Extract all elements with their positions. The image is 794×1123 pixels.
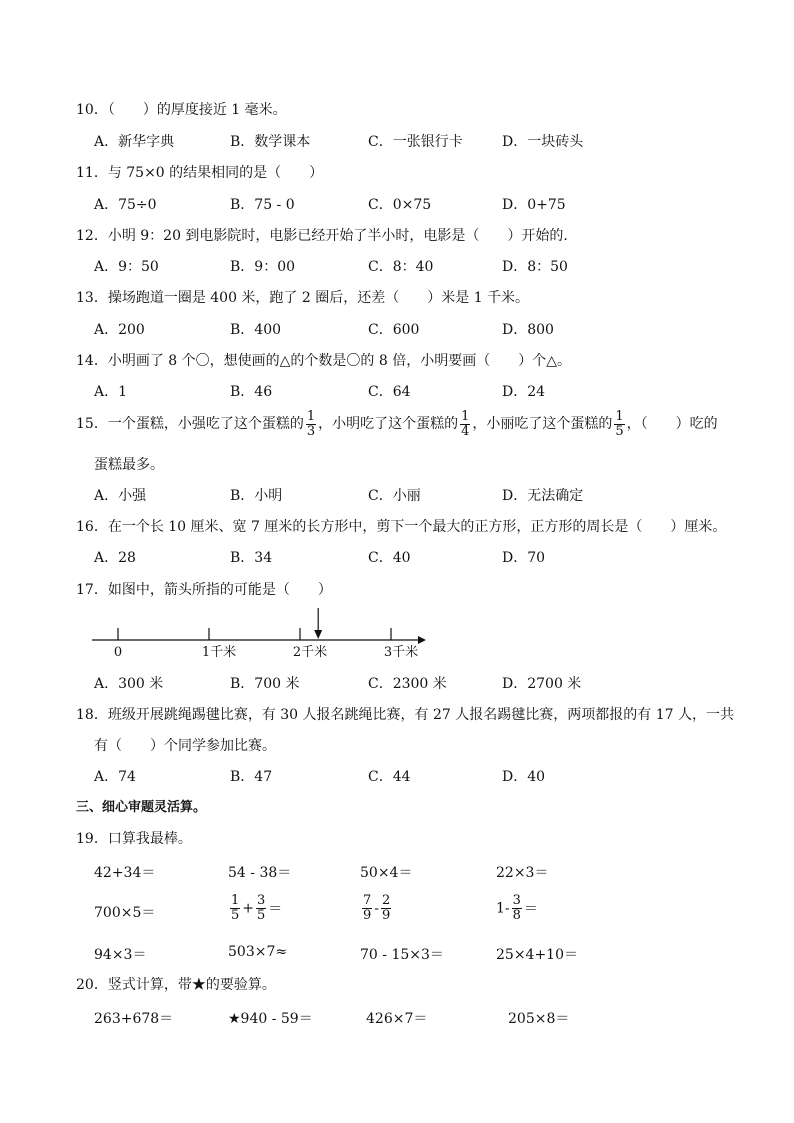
question-14-options bbox=[94, 383, 734, 401]
option-c[interactable]: C．40 bbox=[368, 550, 411, 566]
number-line-label: 2千米 bbox=[292, 645, 328, 660]
option-b[interactable]: B．46 bbox=[230, 384, 273, 400]
question-19-stem: 19．口算我最棒。 bbox=[76, 831, 192, 847]
oral-calc-row-3 bbox=[94, 940, 734, 970]
question-15-stem-cont: 蛋糕最多。 bbox=[94, 457, 164, 473]
question-16-stem: 16．在一个长 10 厘米、宽 7 厘米的长方形中，剪下一个最大的正方形，正方形的周长是（ ）厘米。 bbox=[76, 519, 727, 535]
fraction-1-5: $\frac{1}{5}$ bbox=[615, 408, 624, 439]
stem-part: ，小丽吃了这个蛋糕的 bbox=[472, 416, 613, 432]
option-b[interactable]: B．700 米 bbox=[230, 676, 300, 692]
option-a[interactable]: A．74 bbox=[94, 769, 136, 785]
calc-item: 70 - 15×3＝ bbox=[360, 947, 444, 963]
axis-arrowhead-icon bbox=[418, 636, 426, 644]
question-20-stem: 20．竖式计算，带★的要验算。 bbox=[76, 977, 276, 993]
stem-part: ，（ ）吃的 bbox=[626, 416, 718, 432]
section-heading: 三、细心审题灵活算。 bbox=[76, 800, 207, 815]
question-14-stem: 14．小明画了 8 个〇，想使画的△的个数是〇的 8 倍，小明要画（ ）个△。 bbox=[76, 353, 571, 369]
option-c[interactable]: C．64 bbox=[368, 384, 411, 400]
stem-part: 15．一个蛋糕，小强吃了这个蛋糕的 bbox=[76, 416, 304, 432]
calc-item: 263+678＝ bbox=[94, 1011, 174, 1027]
calc-item: 700×5＝ bbox=[94, 905, 156, 921]
option-c[interactable]: C．一张银行卡 bbox=[368, 134, 463, 150]
option-c[interactable]: C．0×75 bbox=[368, 197, 432, 213]
option-a[interactable]: A．小强 bbox=[94, 488, 147, 504]
calc-item: 22×3＝ bbox=[496, 865, 549, 881]
option-b[interactable]: B．47 bbox=[230, 769, 273, 785]
option-b[interactable]: B．小明 bbox=[230, 488, 283, 504]
oral-calc-row-2 bbox=[94, 894, 734, 928]
question-16-options bbox=[94, 549, 734, 567]
calc-item: 25×4+10＝ bbox=[496, 947, 578, 963]
question-10-stem: 10．（ ）的厚度接近 1 毫米。 bbox=[76, 102, 287, 118]
question-12-options bbox=[94, 258, 734, 276]
calc-fraction-item: 1- $\frac{3}{8}$ ＝ bbox=[496, 893, 538, 923]
question-18-stem-cont: 有（ ）个同学参加比赛。 bbox=[94, 738, 276, 754]
question-13-options bbox=[94, 321, 734, 339]
calc-item: 205×8＝ bbox=[508, 1011, 570, 1027]
calc-item: 426×7＝ bbox=[366, 1011, 428, 1027]
option-d[interactable]: D．70 bbox=[502, 550, 546, 566]
option-a[interactable]: A．75÷0 bbox=[94, 197, 157, 213]
option-b[interactable]: B．数学课本 bbox=[230, 134, 311, 150]
calc-fraction-item: $\frac{1}{5}$ + $\frac{3}{5}$ ＝ bbox=[231, 893, 283, 923]
oral-calc-row-1 bbox=[94, 858, 734, 888]
option-d[interactable]: D．2700 米 bbox=[502, 676, 582, 692]
option-d[interactable]: D．一块砖头 bbox=[502, 134, 584, 150]
question-10-options bbox=[94, 133, 734, 151]
calc-item: 94×3＝ bbox=[94, 947, 147, 963]
calc-item: 42+34＝ bbox=[94, 865, 156, 881]
option-a[interactable]: A．新华字典 bbox=[94, 134, 175, 150]
calc-item: 54 - 38＝ bbox=[228, 865, 292, 881]
calc-item-starred: ★940 - 59＝ bbox=[228, 1011, 313, 1027]
number-line-label: 0 bbox=[113, 645, 123, 660]
question-13-stem: 13．操场跑道一圈是 400 米，跑了 2 圈后，还差（ ）米是 1 千米。 bbox=[76, 290, 530, 306]
option-c[interactable]: C．600 bbox=[368, 322, 420, 338]
question-12-stem: 12．小明 9：20 到电影院时，电影已经开始了半小时，电影是（ ）开始的. bbox=[76, 228, 568, 244]
question-11-options bbox=[94, 196, 734, 214]
option-b[interactable]: B．400 bbox=[230, 322, 282, 338]
fraction-1-3: $\frac{1}{3}$ bbox=[306, 408, 316, 439]
option-b[interactable]: B．34 bbox=[230, 550, 273, 566]
option-c[interactable]: C．小丽 bbox=[368, 488, 421, 504]
question-11-stem: 11．与 75×0 的结果相同的是（ ） bbox=[76, 165, 324, 181]
option-c[interactable]: C．8：40 bbox=[368, 259, 434, 275]
question-17-options bbox=[94, 675, 734, 693]
calc-item: 50×4＝ bbox=[360, 865, 413, 881]
option-a[interactable]: A．1 bbox=[94, 384, 128, 400]
number-line-label: 3千米 bbox=[383, 645, 419, 660]
option-d[interactable]: D．0+75 bbox=[502, 197, 566, 213]
pointer-arrow-icon bbox=[314, 630, 322, 639]
stem-part: ，小明吃了这个蛋糕的 bbox=[318, 416, 459, 432]
question-15-options bbox=[94, 487, 734, 505]
calc-fraction-item: $\frac{7}{9}$ - $\frac{2}{9}$ bbox=[363, 893, 391, 923]
option-b[interactable]: B．9：00 bbox=[230, 259, 296, 275]
option-c[interactable]: C．44 bbox=[368, 769, 411, 785]
option-d[interactable]: D．无法确定 bbox=[502, 488, 584, 504]
option-d[interactable]: D．40 bbox=[502, 769, 546, 785]
option-a[interactable]: A．200 bbox=[94, 322, 145, 338]
number-line-label: 1千米 bbox=[201, 645, 237, 660]
option-b[interactable]: B．75 - 0 bbox=[230, 197, 295, 213]
calc-item: 503×7≈ bbox=[228, 944, 288, 960]
option-a[interactable]: A．9：50 bbox=[94, 259, 159, 275]
option-d[interactable]: D．8：50 bbox=[502, 259, 568, 275]
option-a[interactable]: A．28 bbox=[94, 550, 136, 566]
question-18-options bbox=[94, 768, 734, 786]
question-17-stem: 17．如图中，箭头所指的可能是（ ） bbox=[76, 582, 332, 598]
option-d[interactable]: D．24 bbox=[502, 384, 546, 400]
vertical-calc-row bbox=[94, 1004, 734, 1034]
option-d[interactable]: D．800 bbox=[502, 322, 554, 338]
fraction-1-4: $\frac{1}{4}$ bbox=[461, 408, 470, 439]
question-18-stem: 18．班级开展跳绳踢毽比赛，有 30 人报名跳绳比赛，有 27 人报名踢毽比赛，两项都报的有 17 人，一共 bbox=[76, 707, 734, 723]
option-c[interactable]: C．2300 米 bbox=[368, 676, 447, 692]
option-a[interactable]: A．300 米 bbox=[94, 676, 164, 692]
number-line-figure bbox=[88, 606, 433, 662]
question-15-stem bbox=[76, 408, 718, 440]
